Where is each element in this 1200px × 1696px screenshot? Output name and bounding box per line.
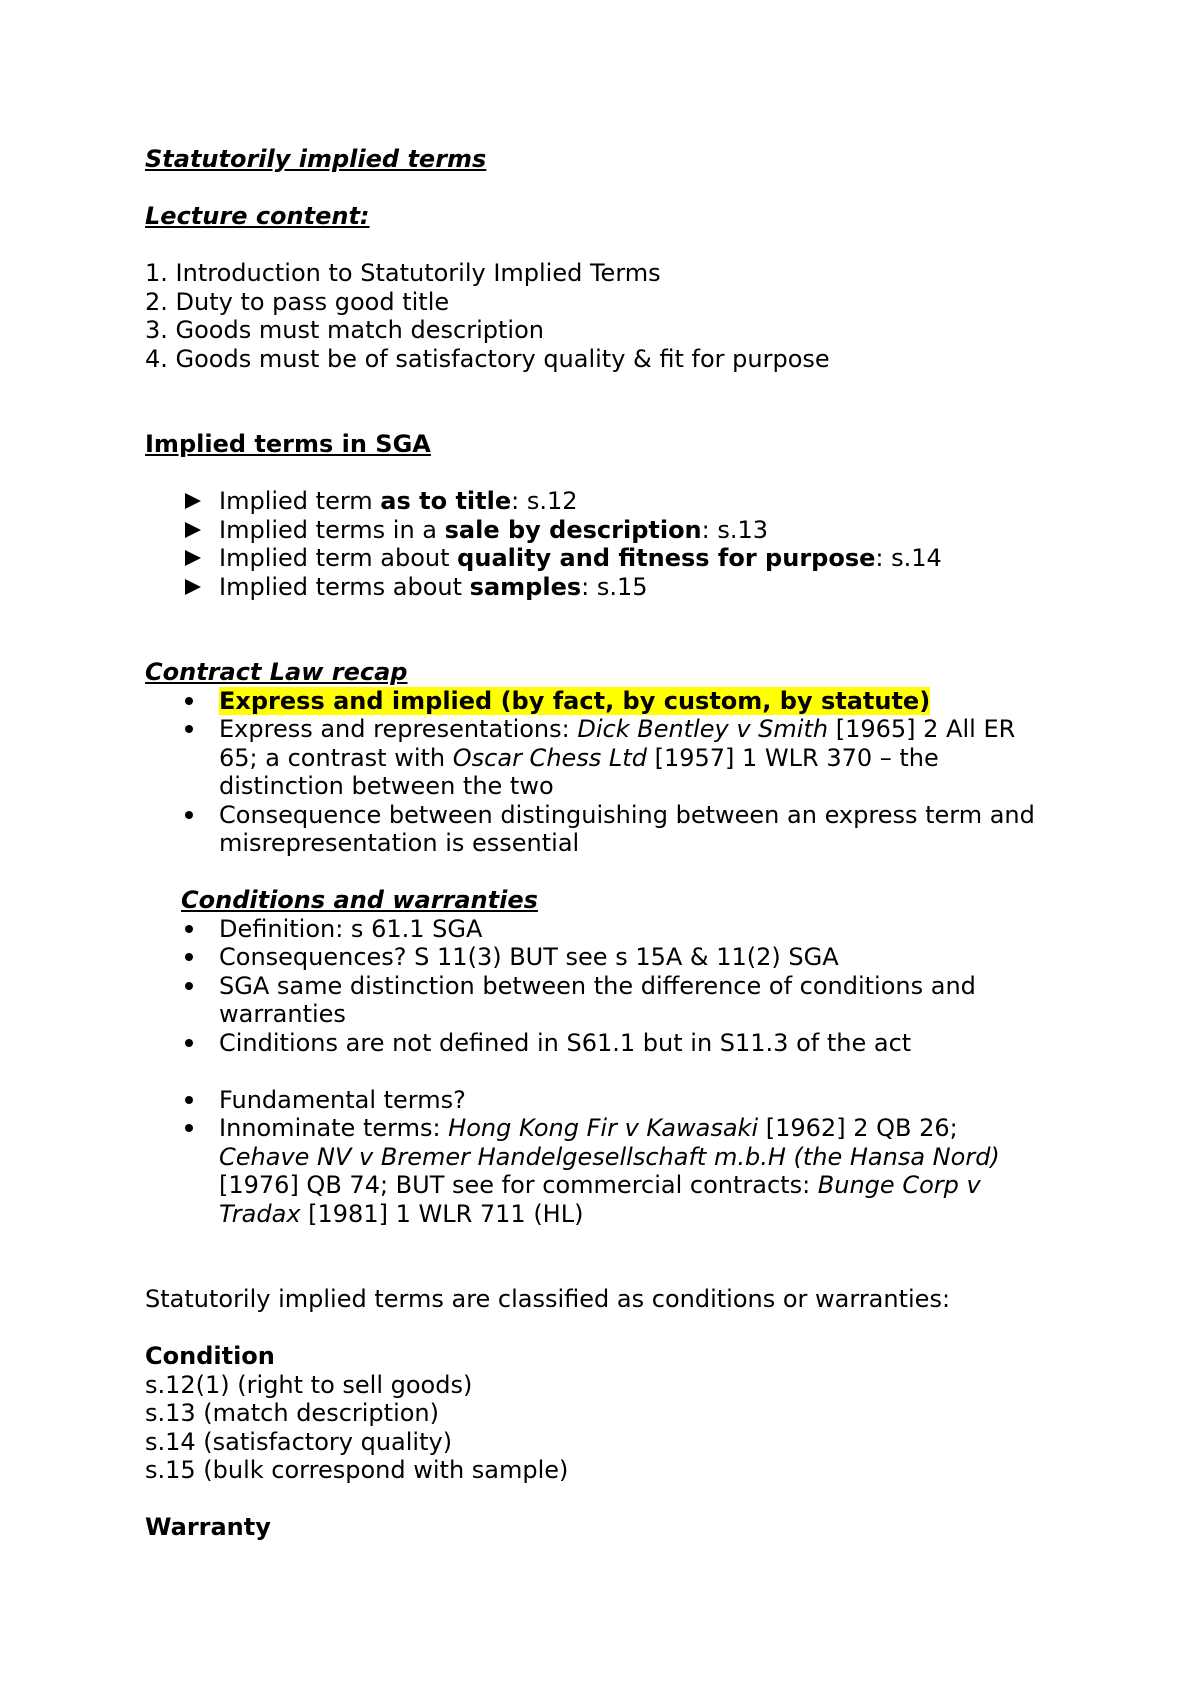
recap-item-express-implied — [145, 687, 1095, 716]
sga-heading: Implied terms in SGA — [145, 430, 431, 458]
condition-item: s.15 (bulk correspond with sample) — [145, 1456, 569, 1484]
condition-item: s.12(1) (right to sell goods) — [145, 1370, 473, 1399]
lecture-item: 2. Duty to pass good title — [145, 287, 450, 316]
bullet-icon — [185, 725, 193, 733]
lecture-item: 4. Goods must be of satisfactory quality & fit for purpose — [145, 344, 830, 373]
sga-list-item: Implied term as to title: s.12 — [145, 487, 1095, 516]
cw-item-fundamental: Fundamental terms? — [145, 1086, 1095, 1115]
cw-item-cinditions: Cinditions are not defined in S61.1 but in S11.3 of the act — [145, 1029, 1095, 1058]
sga-list-item: Implied terms about samples: s.15 — [145, 573, 1095, 602]
recap-item-consequence: Consequence between distinguishing between an express term and misrepresentation is essential — [145, 801, 1095, 858]
condition-item: s.13 (match description) — [145, 1399, 439, 1427]
sga-list-item: Implied term about quality and fitness for purpose: s.14 — [145, 544, 1095, 573]
lecture-item: 3. Goods must match description — [145, 316, 544, 344]
bullet-icon — [185, 811, 193, 819]
bullet-icon — [185, 953, 193, 961]
recap-heading: Contract Law recap — [145, 658, 408, 686]
arrow-bullet-icon — [185, 550, 201, 566]
condition-item: s.14 (satisfactory quality) — [145, 1427, 453, 1456]
highlighted-text: Express and implied (by fact, by custom, by statute) — [219, 686, 931, 715]
bullet-icon — [185, 1124, 193, 1132]
arrow-bullet-icon — [185, 493, 201, 509]
arrow-bullet-icon — [185, 522, 201, 538]
document-page — [145, 145, 1095, 1542]
bullet-icon — [185, 925, 193, 933]
classified-text: Statutorily implied terms are classified as conditions or warranties: — [145, 1285, 951, 1313]
recap-item-representations: Express and representations: Dick Bentley v Smith [1965] 2 All ER 65; a contrast with Oscar Chess Ltd [1957] 1 WLR 370 – the distinction between the two — [145, 715, 1095, 801]
document-title: Statutorily implied terms — [145, 145, 487, 173]
condition-heading: Condition — [145, 1342, 275, 1370]
cw-item-consequences: Consequences? S 11(3) BUT see s 15A & 11(2) SGA — [145, 943, 1095, 972]
lecture-content-heading: Lecture content: — [145, 202, 370, 230]
bullet-icon — [185, 1039, 193, 1047]
conditions-warranties-heading: Conditions and warranties — [181, 886, 538, 914]
cw-item-definition: Definition: s 61.1 SGA — [145, 915, 1095, 944]
lecture-item: 1. Introduction to Statutorily Implied Terms — [145, 259, 661, 287]
bullet-icon — [185, 697, 193, 705]
sga-list-item: Implied terms in a sale by description: s.13 — [145, 516, 1095, 545]
warranty-heading: Warranty — [145, 1513, 271, 1541]
arrow-bullet-icon — [185, 579, 201, 595]
bullet-icon — [185, 982, 193, 990]
cw-item-innominate: Innominate terms: Hong Kong Fir v Kawasaki [1962] 2 QB 26; Cehave NV v Bremer Handelgesellschaft m.b.H (the Hansa Nord) [1976] QB 74; BUT see for commercial contracts: Bunge Corp v Tradax [1981] 1 WLR 711 (HL) — [145, 1114, 1095, 1228]
cw-item-sga-same: SGA same distinction between the difference of conditions and warranties — [145, 972, 1095, 1029]
bullet-icon — [185, 1096, 193, 1104]
